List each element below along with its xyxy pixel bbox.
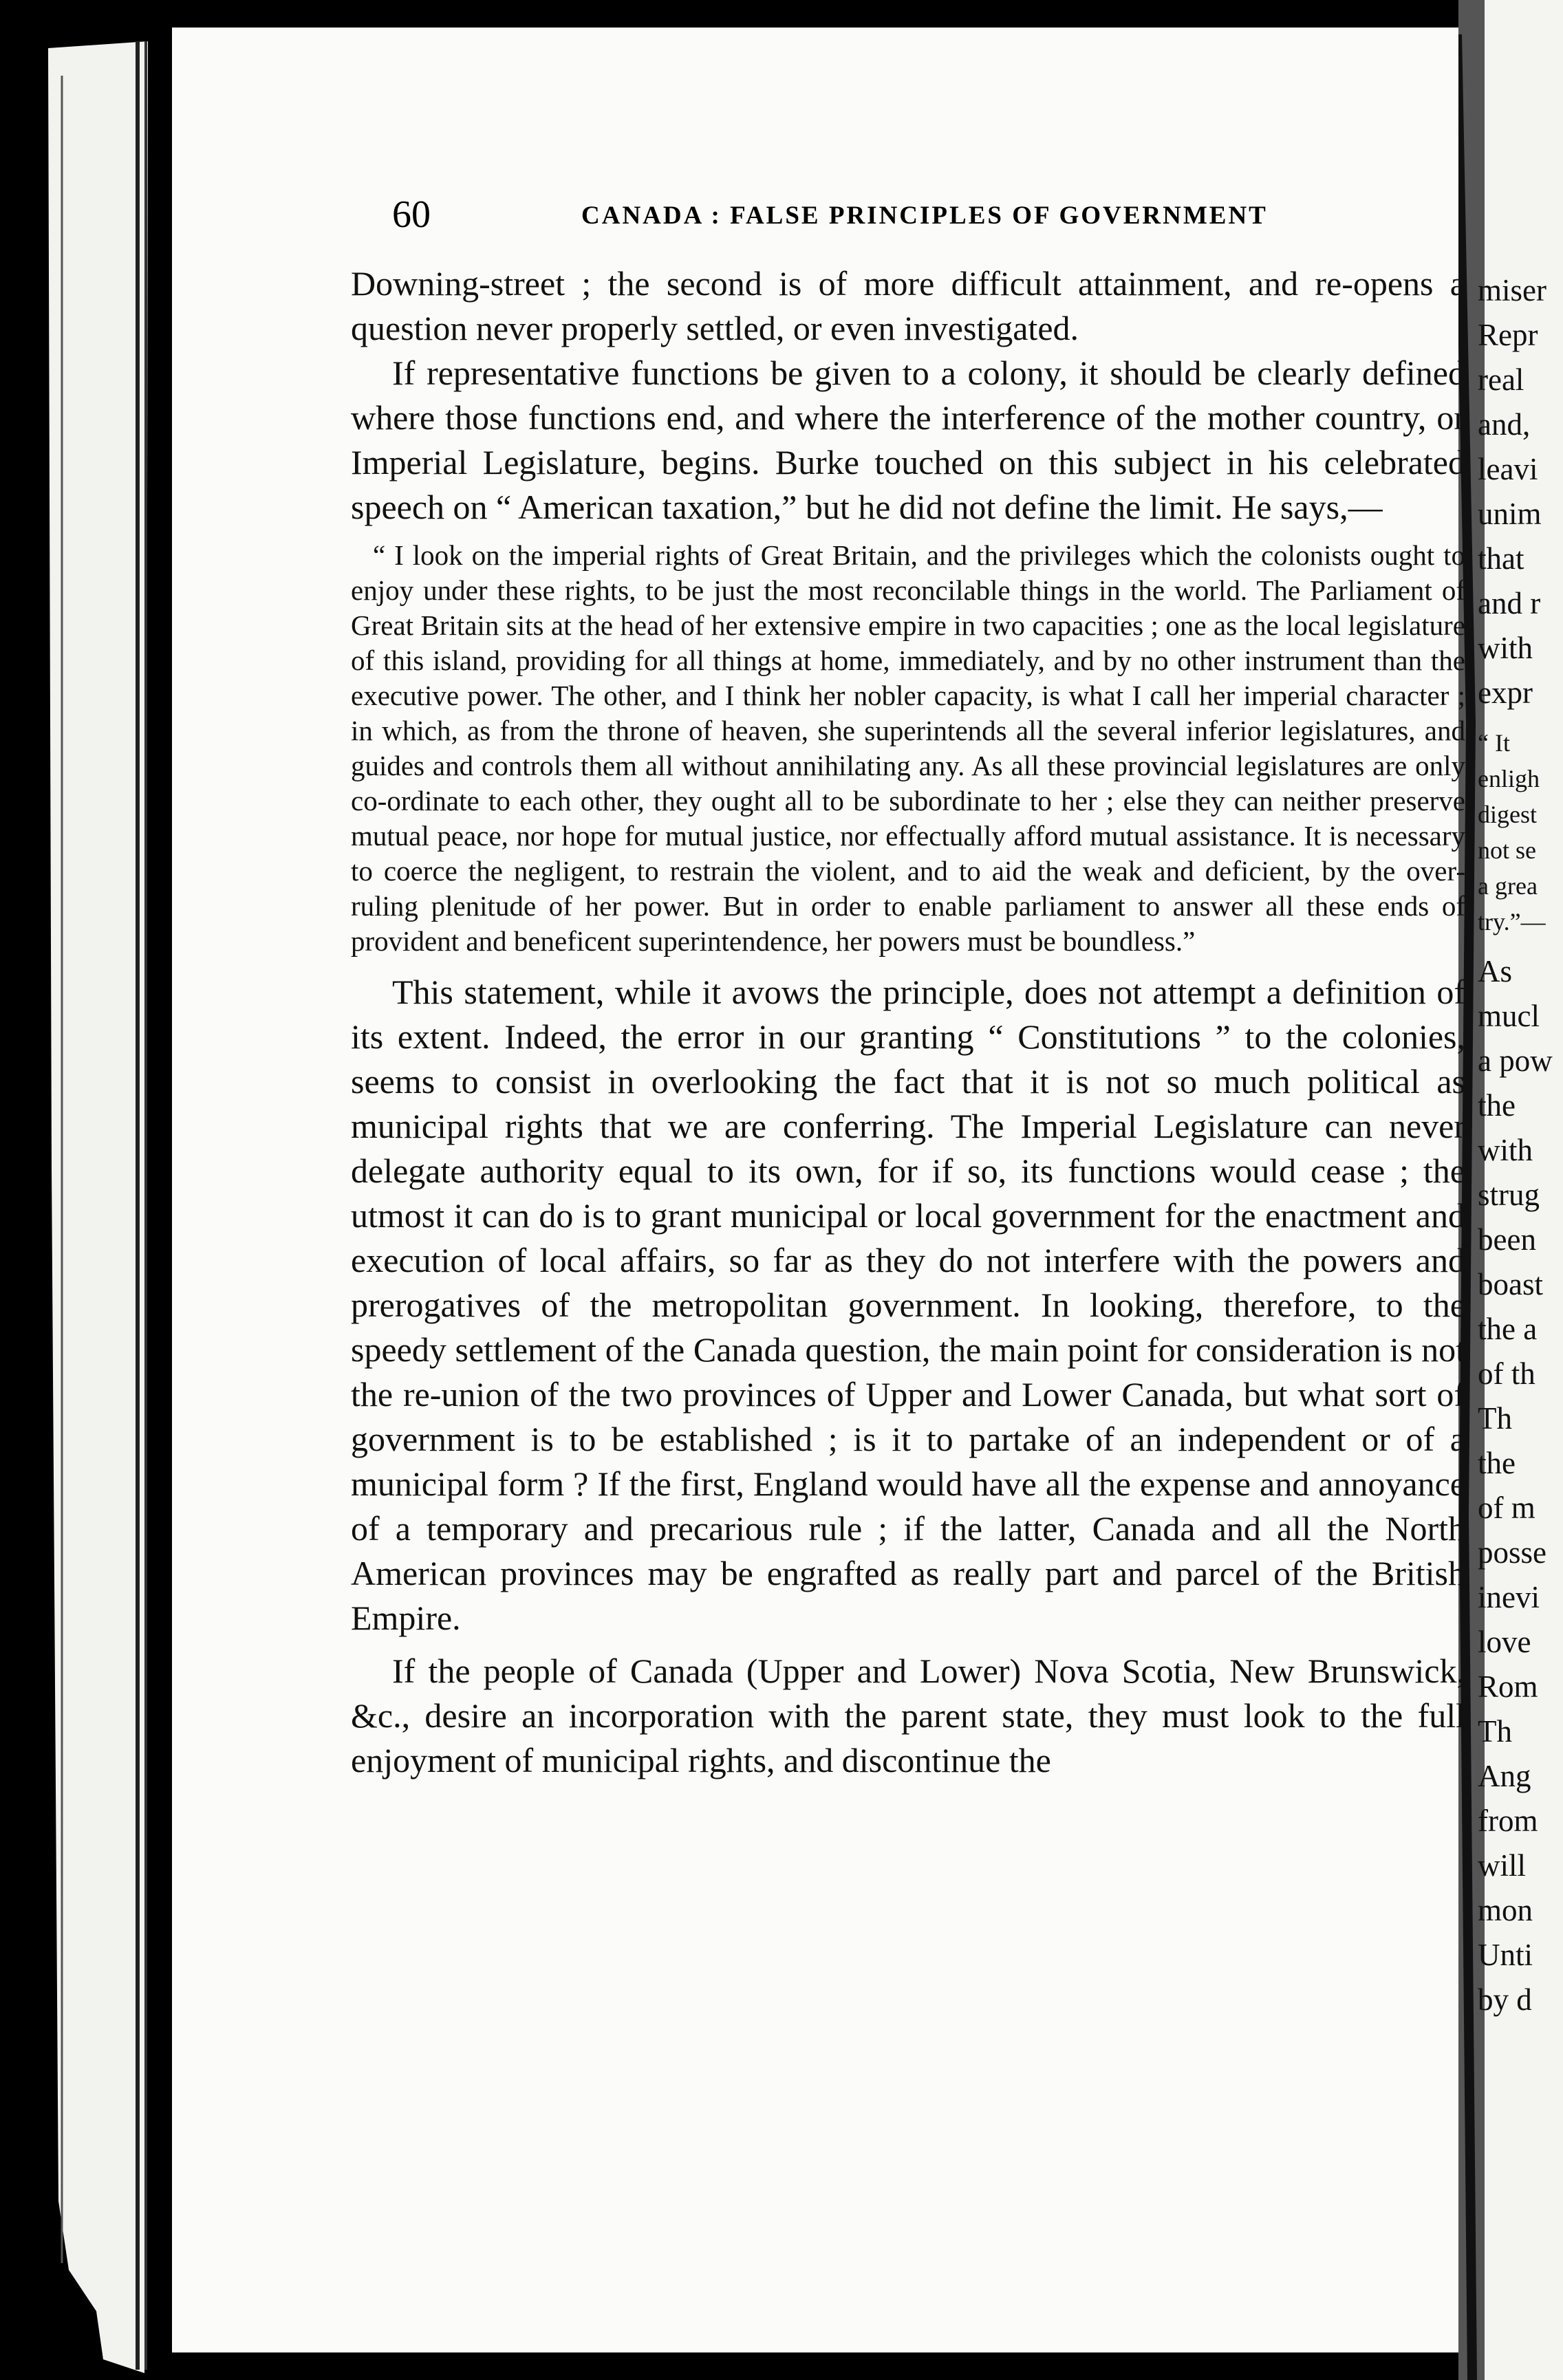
fragment-line: with: [1478, 1133, 1533, 1167]
fragment-line: not se: [1478, 836, 1536, 864]
fragment-line: boast: [1478, 1267, 1543, 1301]
fragment-line: digest: [1478, 801, 1537, 828]
fragment-line: been: [1478, 1222, 1536, 1257]
running-title: CANADA : FALSE PRINCIPLES OF GOVERNMENT: [581, 202, 1268, 230]
fragment-line: and r: [1478, 586, 1541, 620]
main-text: [351, 261, 1465, 1783]
fragment-line: Rom: [1478, 1669, 1538, 1704]
fragment-line: that: [1478, 541, 1524, 576]
fragment-line: try.”—: [1478, 908, 1546, 935]
fragment-line: enligh: [1478, 765, 1540, 792]
paragraph: This statement, while it avows the principle, does not attempt a definition of its extent. Indeed, the error in our granting “ Constitutions ” to the colonies, seems to consist in overlooking the fact that it is not so much political as municipal rights that we are conferring. The Imperial Legislature can never delegate authority equal to its own, for if so, its functions would cease ; the utmost it can do is to grant municipal or local government for the enactment and execution of local affairs, so far as they do not interfere with the powers and prerogatives of the metropolitan government. In looking, therefore, to the speedy settlement of the Canada question, the main point for consideration is not the re-union of the two provinces of Upper and Lower Canada, but what sort of government is to be established ; is it to partake of an independent or of a municipal form ? If the first, England would have all the expense and annoyance of a temporary and precarious rule ; if the latter, Canada and all the North American provinces may be engrafted as really part and parcel of the British Empire.: [351, 973, 1465, 1637]
fragment-line: Repr: [1478, 318, 1538, 352]
paragraph: If the people of Canada (Upper and Lower) Nova Scotia, New Brunswick, &c., desire an incorporation with the parent state, they must look to the full enjoyment of municipal rights, and discontinue the: [351, 1652, 1465, 1779]
fragment-line: miser: [1478, 273, 1546, 307]
fragment-line: a grea: [1478, 872, 1538, 900]
page-number: 60: [392, 193, 431, 236]
fragment-line: with: [1478, 631, 1533, 665]
page-stack-edge: [48, 41, 148, 2373]
fragment-line: and,: [1478, 407, 1531, 442]
fragment-line: As: [1478, 954, 1513, 988]
fragment-line: will: [1478, 1848, 1527, 1883]
fragment-line: expr: [1478, 675, 1533, 710]
paragraph: Downing-street ; the second is of more difficult attainment, and re-opens a question never properly settled, or even investigated.: [351, 264, 1465, 347]
fragment-line: strug: [1478, 1178, 1540, 1212]
fragment-line: real: [1478, 363, 1524, 397]
fragment-line: of th: [1478, 1356, 1535, 1391]
fragment-line: “ It: [1478, 729, 1510, 757]
fragment-line: posse: [1478, 1535, 1546, 1570]
fragment-line: a pow: [1478, 1043, 1553, 1078]
fragment-line: love: [1478, 1625, 1531, 1659]
fragment-line: mon: [1478, 1893, 1533, 1927]
fragment-line: Th: [1478, 1714, 1512, 1749]
fragment-line: by d: [1478, 1982, 1532, 2017]
block-quote: “ I look on the imperial rights of Great Britain, and the privileges which the colonists ought to enjoy under these rights, to be just the most reconcilable things in the world. The Parliament of Great Britain sits at the head of her extensive empire in two capacities ; one as the local legislature of this island, providing for all things at home, immediately, and by no other instrument than the executive power. The other, and I think her nobler capacity, is what I call her imperial character ; in which, as from the throne of heaven, she superintends all the several inferior legislatures, and guides and controls them all without annihilating any. As all these provincial legislatures are only co-ordinate to each other, they ought all to be subordinate to her ; else they can neither preserve mutual peace, nor hope for mutual justice, nor effectually afford mutual assistance. It is necessary to coerce the negligent, to restrain the violent, and to aid the weak and deficient, by the over-ruling plenitude of her power. But in order to enable parliament to answer all these ends of provident and beneficent superintendence, her powers must be boundless.”: [351, 539, 1465, 957]
running-head: [392, 193, 1268, 237]
fragment-line: from: [1478, 1804, 1538, 1838]
fragment-line: the: [1478, 1446, 1516, 1480]
fragment-line: the: [1478, 1088, 1516, 1123]
fragment-line: unim: [1478, 497, 1542, 531]
fragment-line: Ang: [1478, 1759, 1531, 1793]
fragment-line: Th: [1478, 1401, 1512, 1436]
fragment-line: inevi: [1478, 1580, 1540, 1614]
fragment-line: Unti: [1478, 1938, 1533, 1972]
paragraph: If representative functions be given to a colony, it should be clearly defined where those functions end, and where the interference of the mother country, or Imperial Legislature, begins. Burke touched on this subject in his celebrated speech on “ American taxation,” but he did not define the limit. He says,—: [351, 354, 1465, 526]
fragment-line: mucl: [1478, 999, 1540, 1033]
fragment-line: of m: [1478, 1491, 1535, 1525]
fragment-line: the a: [1478, 1312, 1538, 1346]
facing-page-text: [1478, 268, 1563, 2022]
fragment-line: leavi: [1478, 452, 1538, 486]
